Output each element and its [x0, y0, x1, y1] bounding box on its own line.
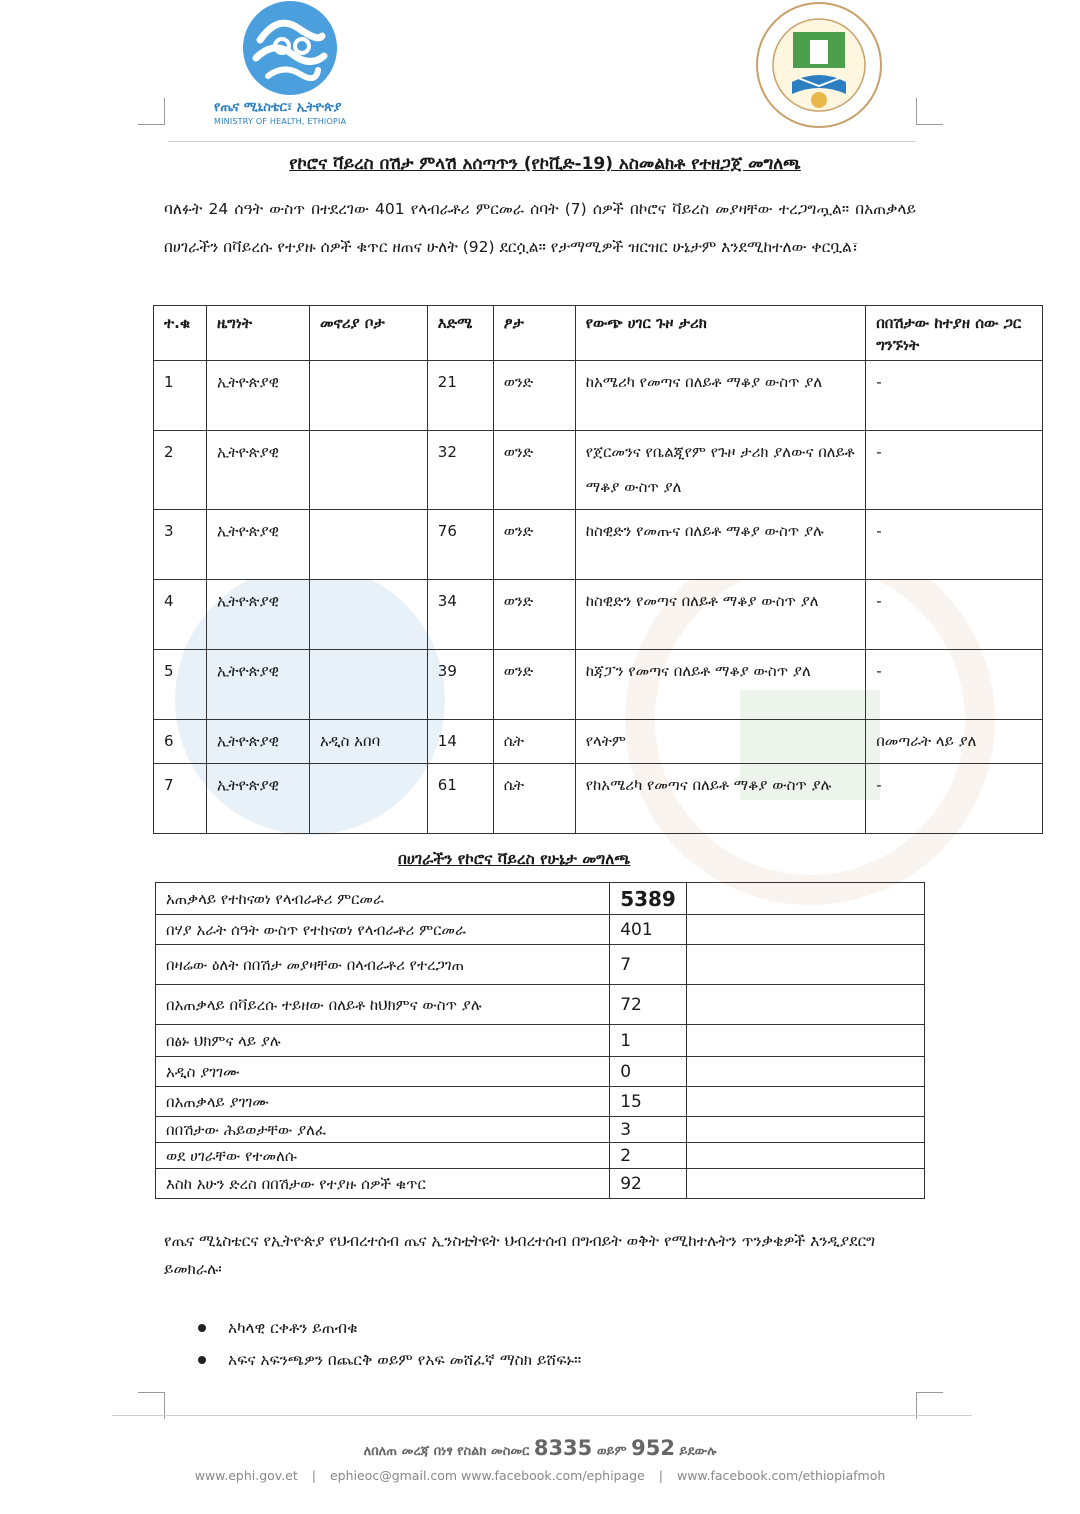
column-header: መኖሪያ ቦታ	[309, 306, 427, 361]
status-value: 92	[610, 1169, 687, 1199]
status-value: 72	[610, 985, 687, 1025]
empty-cell	[686, 945, 924, 985]
table-cell: በመጣራት ላይ ያለ	[866, 720, 1043, 764]
table-cell: 3	[154, 510, 207, 580]
table-cell: 21	[427, 361, 493, 431]
table-cell: 5	[154, 650, 207, 720]
status-label: በበሽታው ሕይወታቸው ያለፈ	[156, 1117, 610, 1143]
table-cell: ኢትዮጵያዊ	[206, 764, 309, 834]
table-cell: -	[866, 510, 1043, 580]
empty-cell	[686, 883, 924, 915]
moh-name-english: MINISTRY OF HEALTH, ETHIOPIA	[214, 117, 347, 126]
table-row	[156, 883, 925, 915]
table-row	[156, 1057, 925, 1087]
corner-mark	[138, 98, 165, 125]
status-label: በአጠቃላይ በቫይረሱ ተይዘው በለይቶ ከህክምና ውስጥ ያሉ	[156, 985, 610, 1025]
column-header: በበሽታው ከተያዘ ሰው ጋር ግንኙነት	[866, 306, 1043, 361]
table-cell: ከጃፓን የመጣና በለይቶ ማቆያ ውስጥ ያለ	[575, 650, 866, 720]
table-cell: ወንድ	[493, 431, 575, 510]
table-row	[154, 431, 1043, 510]
table-cell: 2	[154, 431, 207, 510]
status-label: በሃያ አራት ሰዓት ውስጥ የተከናወነ የላብራቶሪ ምርመራ	[156, 915, 610, 945]
status-label: አጠቃላይ የተከናወነ የላብራቶሪ ምርመራ	[156, 883, 610, 915]
empty-cell	[686, 1117, 924, 1143]
table-cell: 39	[427, 650, 493, 720]
table-cell: ኢትዮጵያዊ	[206, 720, 309, 764]
empty-cell	[686, 915, 924, 945]
table-cell: ኢትዮጵያዊ	[206, 580, 309, 650]
table-row	[156, 1143, 925, 1169]
empty-cell	[686, 1143, 924, 1169]
status-label: በፅኑ ህክምና ላይ ያሉ	[156, 1025, 610, 1057]
advice-paragraph: የጤና ሚኒስቴርና የኢትዮጵያ የህብረተሰብ ጤና ኢንስቲትዩት ህብረተሰብ በግብይት ወቅት የሚከተሉትን ጥንቃቄዎች እንዲያደርግ ይመክራሉ፡	[164, 1232, 876, 1278]
status-value: 2	[610, 1143, 687, 1169]
table-cell: -	[866, 431, 1043, 510]
status-value: 1	[610, 1025, 687, 1057]
empty-cell	[686, 1057, 924, 1087]
table-row	[156, 1117, 925, 1143]
hotline-end: ይደውሉ	[679, 1444, 717, 1459]
status-section-title: በሀገራችን የኮሮና ቫይረስ የሁኔታ መግለጫ	[398, 850, 631, 868]
status-value: 5389	[610, 883, 687, 915]
table-cell	[309, 510, 427, 580]
table-row	[154, 764, 1043, 834]
list-item: አካላዊ ርቀቶን ይጠብቁ	[196, 1312, 896, 1344]
status-value: 3	[610, 1117, 687, 1143]
table-cell: 34	[427, 580, 493, 650]
table-cell: ከስዊድን የመጣና በለይቶ ማቆያ ውስጥ ያለ	[575, 580, 866, 650]
table-cell: አዲስ አበባ	[309, 720, 427, 764]
table-row	[154, 720, 1043, 764]
status-value: 0	[610, 1057, 687, 1087]
table-cell: 32	[427, 431, 493, 510]
corner-mark	[916, 98, 943, 125]
empty-cell	[686, 1087, 924, 1117]
table-cell: ከስዊድን የመጡና በለይቶ ማቆያ ውስጥ ያሉ	[575, 510, 866, 580]
ephi-seal	[748, 0, 890, 130]
table-row	[154, 361, 1043, 431]
table-row	[154, 580, 1043, 650]
table-cell: ኢትዮጵያዊ	[206, 650, 309, 720]
table-cell: 61	[427, 764, 493, 834]
separator: |	[311, 1468, 316, 1483]
table-cell: -	[866, 650, 1043, 720]
table-cell: ኢትዮጵያዊ	[206, 431, 309, 510]
table-header-row	[154, 306, 1043, 361]
table-cell: 1	[154, 361, 207, 431]
hotline-or: ወይም	[596, 1444, 627, 1459]
intro-paragraph: ባለፉት 24 ሰዓት ውስጥ በተደረገው 401 የላብራቶሪ ምርመራ ሰባት (7) ሰዎች በኮሮና ቫይረስ መያዛቸው ተረጋግጧል። በአጠቃላይ በሀገራችን በቫይረሱ የተያዙ ሰዎች ቁጥር ዘጠና ሁለት (92) ደርሷል። የታማሚዎች ዝርዝር ሁኔታም እንደሚከተለው ቀርቧል፣	[164, 200, 916, 256]
table-row	[154, 510, 1043, 580]
empty-cell	[686, 985, 924, 1025]
table-row	[156, 985, 925, 1025]
list-item: አፍና አፍንጫዎን በጨርቅ ወይም የአፍ መሸፈኛ ማስክ ይሸፍኑ።	[196, 1344, 896, 1376]
table-cell: ሴት	[493, 720, 575, 764]
table-cell: ከአሜሪካ የመጣና በለይቶ ማቆያ ውስጥ ያለ	[575, 361, 866, 431]
table-cell: ኢትዮጵያዊ	[206, 361, 309, 431]
table-cell: -	[866, 764, 1043, 834]
hotline-text: ለበለጠ መረጃ በነፃ የስልክ መስመር	[363, 1444, 530, 1459]
table-cell	[309, 650, 427, 720]
website-link[interactable]: www.ephi.gov.et	[194, 1468, 298, 1483]
moh-logo	[238, 0, 342, 96]
table-cell: ኢትዮጵያዊ	[206, 510, 309, 580]
facebook-link[interactable]: www.facebook.com/ethiopiafmoh	[676, 1468, 886, 1483]
table-cell: ወንድ	[493, 510, 575, 580]
table-cell: የከአሜሪካ የመጣና በለይቶ ማቆያ ውስጥ ያሉ	[575, 764, 866, 834]
status-label: እስከ አሁን ድረስ በበሽታው የተያዙ ሰዎች ቁጥር	[156, 1169, 610, 1199]
page-title: የኮሮና ቫይረስ በሽታ ምላሽ አሰጣጥን (የኮቪድ-19) አስመልክቶ የተዘጋጀ መግለጫ	[289, 154, 801, 174]
table-cell: ወንድ	[493, 580, 575, 650]
advice-list	[196, 1312, 896, 1376]
status-label: በዛሬው ዕለት በበሽታ መያዛቸው በላብራቶሪ የተረጋገጠ	[156, 945, 610, 985]
column-header: ፆታ	[493, 306, 575, 361]
table-row	[156, 1169, 925, 1199]
separator: |	[658, 1468, 663, 1483]
table-row	[156, 1087, 925, 1117]
table-cell: ወንድ	[493, 361, 575, 431]
status-table	[155, 882, 925, 1199]
column-header: እድሜ	[427, 306, 493, 361]
header-divider	[168, 141, 916, 142]
table-cell: 7	[154, 764, 207, 834]
table-cell: ሴት	[493, 764, 575, 834]
table-row	[154, 650, 1043, 720]
table-cell: 76	[427, 510, 493, 580]
table-cell	[309, 431, 427, 510]
empty-cell	[686, 1025, 924, 1057]
table-cell: 14	[427, 720, 493, 764]
column-header: ዜግነት	[206, 306, 309, 361]
table-cell: የላትም	[575, 720, 866, 764]
hotline-number: 8335	[533, 1436, 593, 1460]
hotline-number: 952	[631, 1436, 675, 1460]
table-cell: 4	[154, 580, 207, 650]
table-row	[156, 945, 925, 985]
table-row	[156, 915, 925, 945]
column-header: የውጭ ሀገር ጉዞ ታሪክ	[575, 306, 866, 361]
footer-links	[150, 1468, 930, 1483]
footer-divider	[112, 1415, 972, 1416]
table-cell: -	[866, 580, 1043, 650]
table-cell: ወንድ	[493, 650, 575, 720]
status-value: 15	[610, 1087, 687, 1117]
email-facebook-link[interactable]: ephieoc@gmail.com www.facebook.com/ephipage	[329, 1468, 645, 1483]
table-cell	[309, 361, 427, 431]
cases-table	[153, 305, 1043, 834]
empty-cell	[686, 1169, 924, 1199]
hotline-info	[150, 1436, 930, 1460]
table-cell: 6	[154, 720, 207, 764]
table-row	[156, 1025, 925, 1057]
status-label: አዲስ ያገገሙ	[156, 1057, 610, 1087]
status-value: 401	[610, 915, 687, 945]
table-cell	[309, 764, 427, 834]
table-cell: የጀርመንና የቤልጂየም የጉዞ ታሪክ ያለውና በለይቶ ማቆያ ውስጥ ያለ	[575, 431, 866, 510]
moh-name-amharic: የጤና ሚኒስቴር፣ ኢትዮጵያ	[214, 100, 342, 115]
column-header: ተ.ቁ	[154, 306, 207, 361]
table-cell	[309, 580, 427, 650]
status-label: በአጠቃላይ ያገገሙ	[156, 1087, 610, 1117]
status-label: ወደ ሀገራቸው የተመለሱ	[156, 1143, 610, 1169]
table-cell: -	[866, 361, 1043, 431]
status-value: 7	[610, 945, 687, 985]
